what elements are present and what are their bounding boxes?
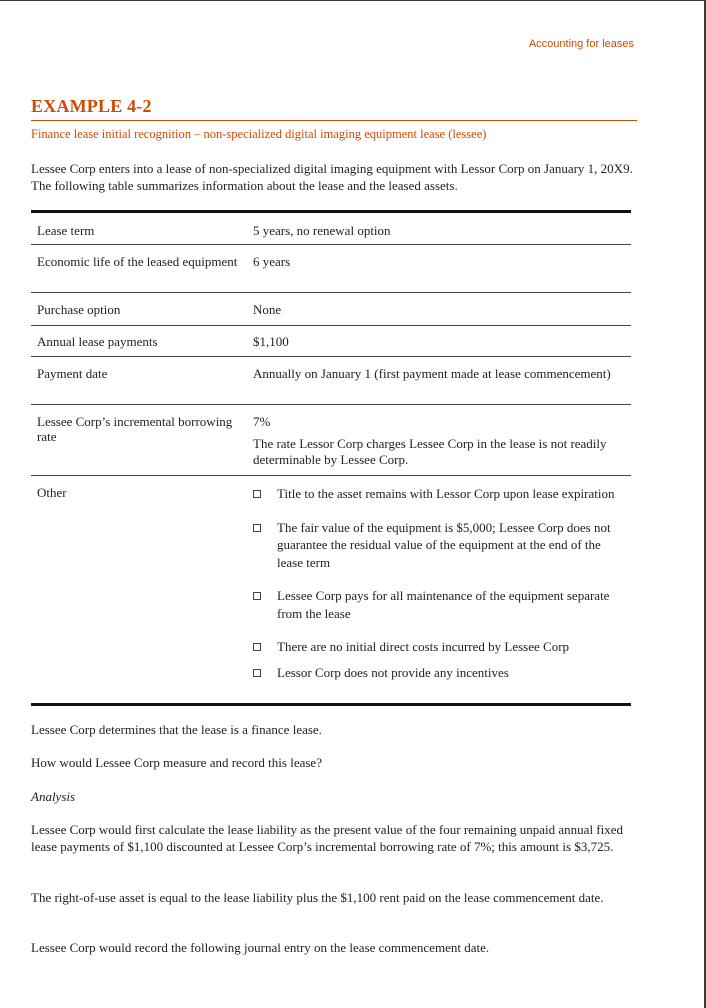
row-label: Economic life of the leased equipment	[37, 254, 238, 269]
intro-paragraph: Lessee Corp enters into a lease of non-specialized digital imaging equipment with Lessor Corp on January 1, 20X9. The following table summarizes information about the lease and the leased assets.	[31, 161, 633, 193]
table-row	[31, 405, 631, 476]
list-item: Lessor Corp does not provide any incentives	[253, 664, 623, 682]
page-top-border	[0, 0, 706, 1]
table-row	[31, 245, 631, 293]
table-row	[31, 476, 631, 703]
row-value: $1,100	[253, 334, 289, 349]
square-bullet-icon	[253, 490, 261, 498]
determination-paragraph: Lessee Corp determines that the lease is a finance lease.	[31, 722, 322, 737]
row-label: Annual lease payments	[37, 334, 158, 349]
table-row	[31, 357, 631, 405]
title-rule	[31, 120, 637, 121]
list-item: The fair value of the equipment is $5,000; Lessee Corp does not guarantee the residual value of the equipment at the end of the lease term	[253, 519, 623, 572]
example-title: EXAMPLE 4-2	[31, 96, 152, 116]
list-item: There are no initial direct costs incurred by Lessee Corp	[253, 638, 623, 656]
analysis-paragraph-2: The right-of-use asset is equal to the lease liability plus the $1,100 rent paid on the lease commencement date.	[31, 890, 604, 905]
table-row	[31, 326, 631, 357]
running-header: Accounting for leases	[528, 38, 634, 50]
table-row	[31, 213, 631, 245]
square-bullet-icon	[253, 524, 261, 532]
list-item: Lessee Corp pays for all maintenance of the equipment separate from the lease	[253, 587, 623, 622]
square-bullet-icon	[253, 643, 261, 651]
analysis-paragraph-1: Lessee Corp would first calculate the lease liability as the present value of the four remaining unpaid annual fixed lease payments of $1,100 discounted at Lessee Corp’s incremental borrowing rate of 7%; this amount is $3,725.	[31, 822, 624, 854]
row-value: Annually on January 1 (first payment made at lease commencement)	[253, 366, 611, 381]
table-bottom-rule	[31, 703, 631, 706]
borrowing-rate-value: 7%	[253, 414, 271, 429]
table-row	[31, 293, 631, 326]
question-paragraph: How would Lessee Corp measure and record this lease?	[31, 755, 322, 770]
square-bullet-icon	[253, 669, 261, 677]
row-label: Lessee Corp’s incremental borrowing rate	[37, 414, 233, 444]
lease-terms-table	[31, 210, 631, 706]
other-terms-list	[253, 485, 623, 681]
analysis-paragraph-3: Lessee Corp would record the following journal entry on the lease commencement date.	[31, 940, 490, 955]
row-label: Purchase option	[37, 302, 121, 317]
analysis-heading: Analysis	[31, 789, 76, 804]
row-label: Lease term	[37, 223, 95, 238]
row-label: Payment date	[37, 366, 108, 381]
square-bullet-icon	[253, 592, 261, 600]
list-item: Title to the asset remains with Lessor Corp upon lease expiration	[253, 485, 623, 503]
row-label: Other	[37, 485, 67, 500]
row-value	[253, 405, 631, 475]
row-value: 5 years, no renewal option	[253, 223, 391, 238]
row-value: None	[253, 302, 282, 317]
row-value: 6 years	[253, 254, 291, 269]
row-value	[253, 476, 631, 703]
example-subtitle: Finance lease initial recognition – non-specialized digital imaging equipment lease (lessee)	[31, 127, 487, 141]
borrowing-rate-note: The rate Lessor Corp charges Lessee Corp in the lease is not readily determinable by Lessee Corp.	[253, 436, 607, 467]
